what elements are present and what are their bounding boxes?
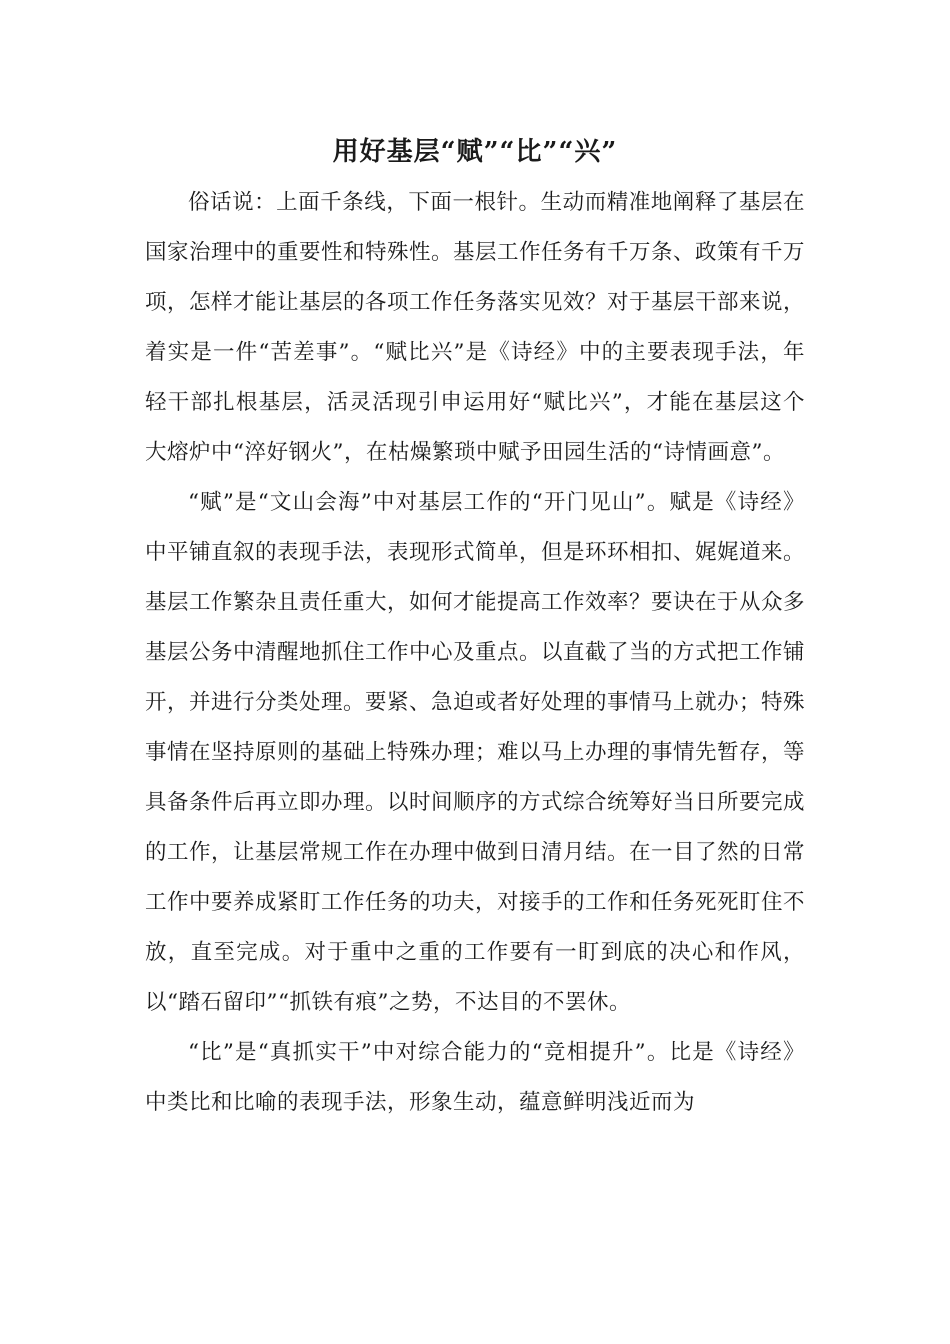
paragraph-fu: “赋”是“文山会海”中对基层工作的“开门见山”。赋是《诗经》中平铺直叙的表现手法，表现形式简单，但是环环相扣、娓娓道来。基层工作繁杂且责任重大，如何才能提高工作效率？要诀在于从众多基层公务中清醒地抓住工作中心及重点。以直截了当的方式把工作铺开，并进行分类处理。要紧、急迫或者好处理的事情马上就办；特殊事情在坚持原则的基础上特殊办理；难以马上办理的事情先暂存，等具备条件后再立即办理。以时间顺序的方式综合统筹好当日所要完成的工作，让基层常规工作在办理中做到日清月结。在一目了然的日常工作中要养成紧盯工作任务的功夫，对接手的工作和任务死死盯住不放，直至完成。对于重中之重的工作要有一盯到底的决心和作风，以“踏石留印”“抓铁有痕”之势，不达目的不罢休。 bbox=[145, 490, 806, 1015]
document-body bbox=[145, 178, 805, 1128]
document-title: 用好基层“赋”“比”“兴” bbox=[332, 137, 618, 167]
paragraph-bi: “比”是“真抓实干”中对综合能力的“竞相提升”。比是《诗经》中类比和比喻的表现手法，形象生动，蕴意鲜明浅近而为 bbox=[145, 1040, 805, 1115]
paragraph-intro: 俗话说：上面千条线，下面一根针。生动而精准地阐释了基层在国家治理中的重要性和特殊性。基层工作任务有千万条、政策有千万项，怎样才能让基层的各项工作任务落实见效？对于基层干部来说，着实是一件“苦差事”。“赋比兴”是《诗经》中的主要表现手法，年轻干部扎根基层，活灵活现引申运用好“赋比兴”，才能在基层这个大熔炉中“淬好钢火”，在枯燥繁琐中赋予田园生活的“诗情画意”。 bbox=[145, 190, 806, 465]
